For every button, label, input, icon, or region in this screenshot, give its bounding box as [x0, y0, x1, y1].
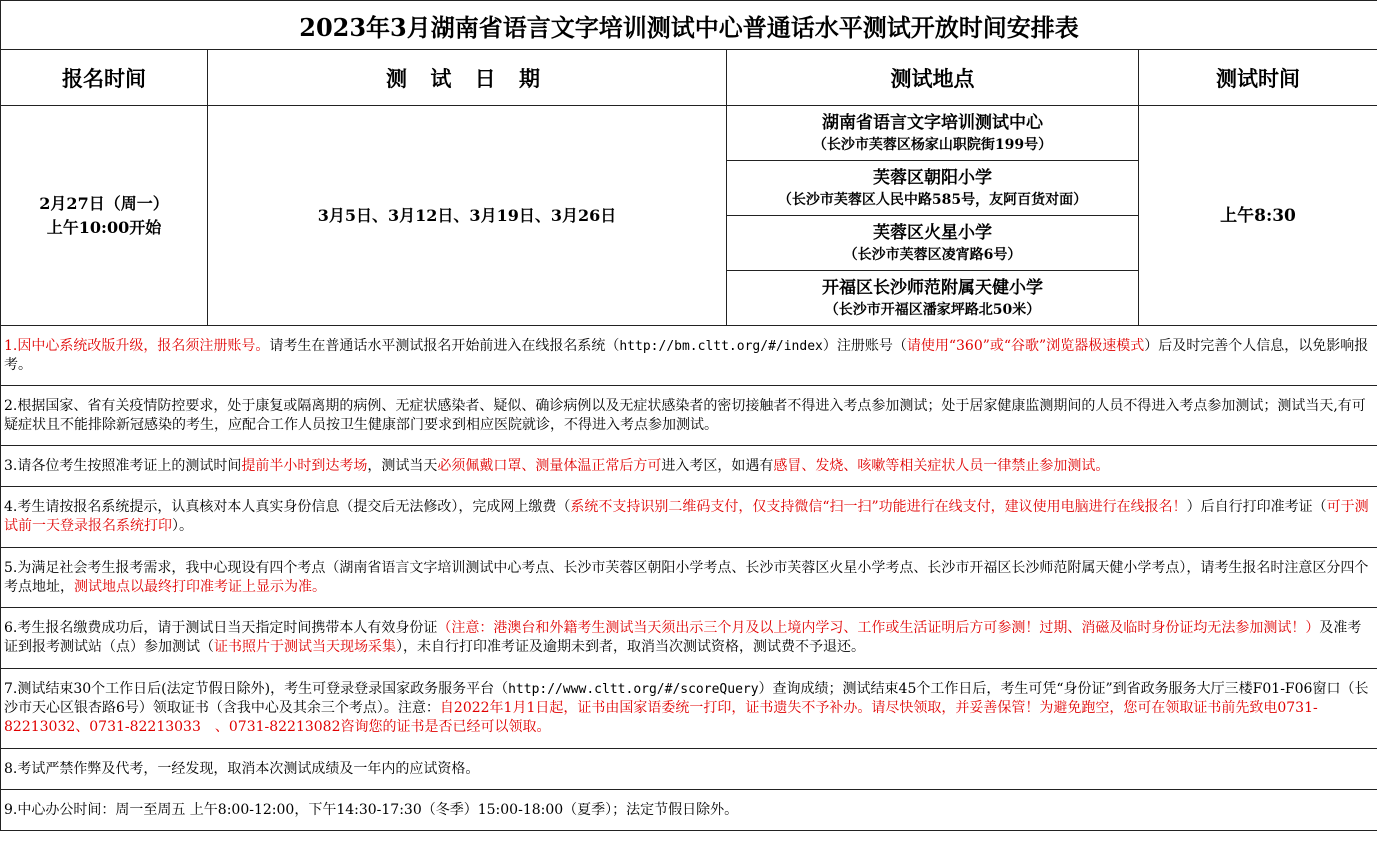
- note-4: [1, 487, 1377, 548]
- header-test-date: 测 试 日 期: [208, 50, 727, 106]
- note-highlight: 可于测试前一天登录报名系统打印: [4, 499, 1369, 534]
- test-time-cell: 上午8:30: [1139, 106, 1377, 326]
- note-text: 请考生在普通话水平测试报名开始前进入在线报名系统（: [269, 337, 620, 354]
- location-address: （长沙市芙蓉区杨家山职院街199号）: [812, 137, 1053, 153]
- score-query-link[interactable]: http://www.cltt.org/#/scoreQuery: [508, 682, 759, 697]
- note-text: ）。: [172, 518, 193, 534]
- location-2: [727, 161, 1139, 216]
- header-test-location: 测试地点: [727, 50, 1139, 106]
- note-text: 1.: [4, 337, 18, 354]
- note-highlight: 感冒、发烧、咳嗽等相关症状人员一律禁止参加测试。: [773, 457, 1110, 474]
- note-text: 4.考生请按报名系统提示，认真核对本人真实身份信息（提交后无法修改），完成网上缴费（: [4, 499, 571, 515]
- location-address: （长沙市芙蓉区人民中路585号，友阿百货对面）: [777, 192, 1088, 208]
- note-highlight: 请使用“360”或“谷歌”浏览器极速模式: [906, 337, 1145, 354]
- page-title: 2023年3月湖南省语言文字培训测试中心普通话水平测试开放时间安排表: [1, 1, 1377, 50]
- note-6: [1, 608, 1377, 669]
- note-1: [1, 326, 1377, 386]
- note-highlight: 测试地点以最终打印准考证上显示为准。: [74, 578, 326, 595]
- note-highlight: 提前半小时到达考场: [241, 457, 368, 474]
- note-text: 6.考生报名缴费成功后，请于测试日当天指定时间携带本人有效身份证: [4, 620, 438, 636]
- note-highlight: 系统不支持识别二维码支付，仅支持微信“扫一扫”功能进行在线支付，建议使用电脑进行在线报名！: [570, 499, 1187, 515]
- location-address: （长沙市芙蓉区凌宵路6号）: [843, 247, 1022, 263]
- note-text: 2.根据国家、省有关疫情防控要求，处于康复或隔离期的病例、无症状感染者、疑似、确诊病例以及无症状感染者的密切接触者不得进入考点参加测试；处于居家健康监测期间的人员不得进入考点参加测试；测试当天,有可疑症状且不能排除新冠感染的考生，应配合工作人员按卫生健康部门要求到相应医院就诊，不得进入考点参加测试。: [4, 397, 1366, 433]
- note-2: [1, 386, 1377, 446]
- registration-time-cell: [1, 106, 208, 326]
- note-text: ，测试当天: [367, 457, 438, 474]
- header-registration-time: 报名时间: [1, 50, 208, 106]
- note-text: 及准考证到报考测试站（点）参加测试（: [4, 620, 1362, 655]
- note-highlight: （注意：港澳台和外籍考生测试当天须出示三个月及以上境内学习、工作或生活证明后方可参测！过期、消磁及临时身份证均无法参加测试！）: [437, 620, 1320, 636]
- note-highlight: 证书照片于测试当天现场采集: [214, 639, 396, 655]
- registration-date: 2月27日（周一）: [39, 193, 169, 213]
- test-dates-cell: 3月5日、3月12日、3月19日、3月26日: [208, 106, 727, 326]
- note-highlight: 必须佩戴口罩、测量体温正常后方可: [437, 457, 662, 474]
- registration-link[interactable]: http://bm.cltt.org/#/index: [619, 338, 823, 354]
- note-text: 5.为满足社会考生报考需求，我中心现设有四个考点（湖南省语言文字培训测试中心考点、长沙市芙蓉区朝阳小学考点、长沙市芙蓉区火星小学考点、长沙市开福区长沙师范附属天健小学考点），请考生报名时注意区分四个考点地址，: [4, 559, 1369, 595]
- registration-start: 上午10:00开始: [46, 217, 162, 237]
- note-text: ），未自行打印准考证及逾期未到者，取消当次测试资格，测试费不予退还。: [396, 639, 865, 655]
- note-text: ）注册账号（: [822, 337, 907, 354]
- header-test-time: 测试时间: [1139, 50, 1377, 106]
- note-text: ）后自行打印准考证（: [1186, 499, 1327, 515]
- note-highlight: 因中心系统改版升级，报名须注册账号。: [17, 337, 270, 354]
- location-name: 开福区长沙师范附属天健小学: [822, 278, 1043, 298]
- note-text: 7.测试结束30个工作日后(法定节假日除外)，考生可登录登录国家政务服务平台（: [4, 681, 509, 697]
- location-name: 芙蓉区朝阳小学: [873, 168, 992, 188]
- note-text: ）查询成绩；测试结束45个工作日后，考生可凭“身份证”到省政务服务大厅三楼F01-F06窗口（长沙市天心区银杏路6号）领取证书（含我中心及其余三个考点）。注意：: [4, 681, 1369, 716]
- note-5: [1, 548, 1377, 608]
- note-highlight: 自2022年1月1日起，证书由国家语委统一打印，证书遗失不予补办。请尽快领取，并妥善保管！为避免跑空，您可在领取证书前先致电0731-82213032、0731-82213033 、0731-82213082咨询您的证书是否已经可以领取。: [4, 700, 1318, 735]
- note-7: [1, 669, 1377, 749]
- note-8: [1, 749, 1377, 790]
- note-9: [1, 790, 1377, 831]
- note-text: 8.考试严禁作弊及代考，一经发现，取消本次测试成绩及一年内的应试资格。: [4, 760, 480, 777]
- note-text: 9.中心办公时间：周一至周五 上午8:00-12:00，下午14:30-17:30（冬季）15:00-18:00（夏季）；法定节假日除外。: [4, 801, 739, 818]
- location-4: [727, 271, 1139, 326]
- location-1: [727, 106, 1139, 161]
- note-text: 3.请各位考生按照准考证上的测试时间: [4, 457, 242, 474]
- location-name: 芙蓉区火星小学: [873, 223, 992, 243]
- location-address: （长沙市开福区潘家坪路北50米）: [824, 302, 1041, 318]
- note-3: [1, 446, 1377, 487]
- location-3: [727, 216, 1139, 271]
- note-text: 进入考区，如遇有: [661, 457, 774, 474]
- location-name: 湖南省语言文字培训测试中心: [822, 113, 1043, 133]
- note-text: ）后及时完善个人信息，以免影响报考。: [4, 337, 1369, 373]
